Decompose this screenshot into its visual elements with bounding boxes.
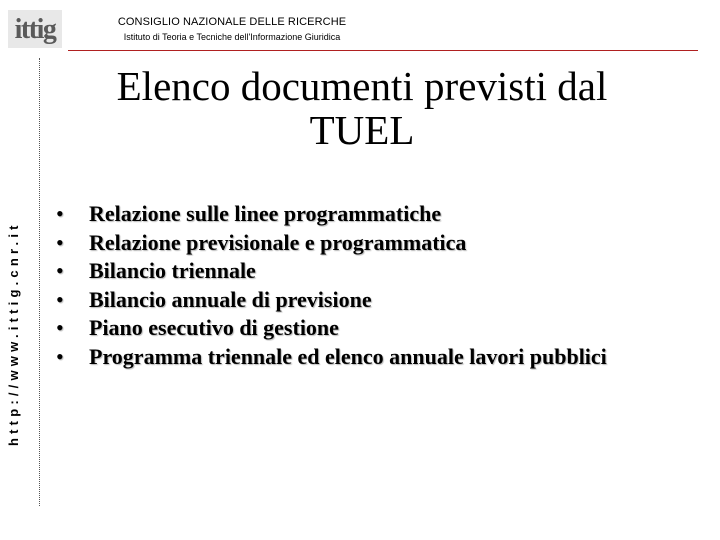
list-item-text: Relazione sulle linee programmatiche bbox=[89, 201, 442, 226]
list-item bbox=[56, 257, 706, 286]
bullet-list bbox=[56, 200, 706, 371]
bullet-icon: • bbox=[56, 229, 64, 255]
institute-name: Istituto di Teoria e Tecniche dell'Informazione Giuridica bbox=[123, 32, 341, 42]
bullet-icon: • bbox=[56, 201, 64, 226]
sidebar-url: http://www.ittig.cnr.it bbox=[6, 221, 21, 446]
organization-name: CONSIGLIO NAZIONALE DELLE RICERCHE bbox=[117, 16, 347, 28]
svg-text:ittig: ittig bbox=[14, 14, 56, 45]
bullet-icon: • bbox=[56, 315, 64, 340]
list-item-text: Relazione previsionale e programmatica bbox=[89, 229, 467, 255]
list-item-text: Piano esecutivo di gestione bbox=[89, 315, 339, 340]
list-item bbox=[56, 343, 706, 372]
header-divider bbox=[68, 50, 698, 51]
slide-title: Elenco documenti previsti dal TUEL bbox=[116, 63, 608, 153]
list-item bbox=[56, 314, 706, 343]
list-item bbox=[56, 286, 706, 315]
bullet-icon: • bbox=[56, 286, 64, 312]
list-item-text: Bilancio annuale di previsione bbox=[89, 286, 372, 312]
list-item bbox=[56, 229, 706, 258]
ittig-logo bbox=[8, 10, 62, 48]
bullet-icon: • bbox=[56, 258, 64, 283]
bullet-icon: • bbox=[56, 343, 64, 369]
sidebar-divider bbox=[39, 58, 40, 506]
list-item-text: Programma triennale ed elenco annuale lavori pubblici bbox=[89, 343, 607, 369]
list-item bbox=[56, 200, 706, 229]
list-item-text: Bilancio triennale bbox=[89, 258, 256, 283]
